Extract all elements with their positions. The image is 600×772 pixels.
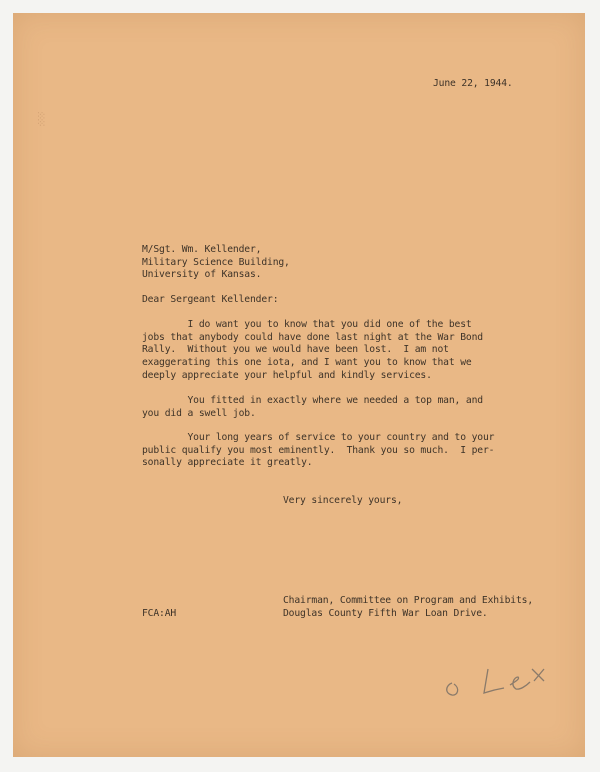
paragraph-1-line: deeply appreciate your helpful and kindly services.	[142, 369, 432, 381]
address-line-2: Military Science Building,	[142, 256, 290, 268]
letter-date: June 22, 1944.	[433, 78, 513, 89]
paragraph-1-line: jobs that anybody could have done last night at the War Bond	[142, 331, 483, 343]
paragraph-2-line: you did a swell job.	[142, 407, 256, 419]
paragraph-3-line: Your long years of service to your country and to your	[142, 432, 495, 443]
faint-stamp-mark: ░	[38, 112, 46, 126]
salutation: Dear Sergeant Kellender:	[142, 294, 279, 305]
paragraph-3-line: sonally appreciate it greatly.	[142, 457, 313, 469]
signature-block	[283, 595, 533, 620]
paragraph-2-line: You fitted in exactly where we needed a top man, and	[142, 395, 483, 406]
address-line-1: M/Sgt. Wm. Kellender,	[142, 244, 262, 255]
typist-initials: FCA:AH	[142, 608, 177, 619]
paragraph-2	[142, 395, 483, 420]
signature-title-line: Chairman, Committee on Program and Exhibits,	[283, 595, 534, 606]
paragraph-1	[142, 319, 483, 383]
address-line-3: University of Kansas.	[142, 269, 262, 281]
paragraph-3	[142, 432, 494, 470]
recipient-address	[142, 244, 290, 282]
letter-page	[13, 13, 585, 757]
pencil-annotation-mark	[440, 655, 560, 705]
closing: Very sincerely yours,	[283, 495, 403, 506]
signature-title-line: Douglas County Fifth War Loan Drive.	[283, 607, 488, 619]
paragraph-1-line: exaggerating this one iota, and I want you to know that we	[142, 357, 472, 369]
paragraph-3-line: public qualify you most eminently. Thank you so much. I per-	[142, 444, 495, 456]
paragraph-1-line: I do want you to know that you did one of the best	[142, 319, 472, 330]
paragraph-1-line: Rally. Without you we would have been lost. I am not	[142, 344, 449, 356]
